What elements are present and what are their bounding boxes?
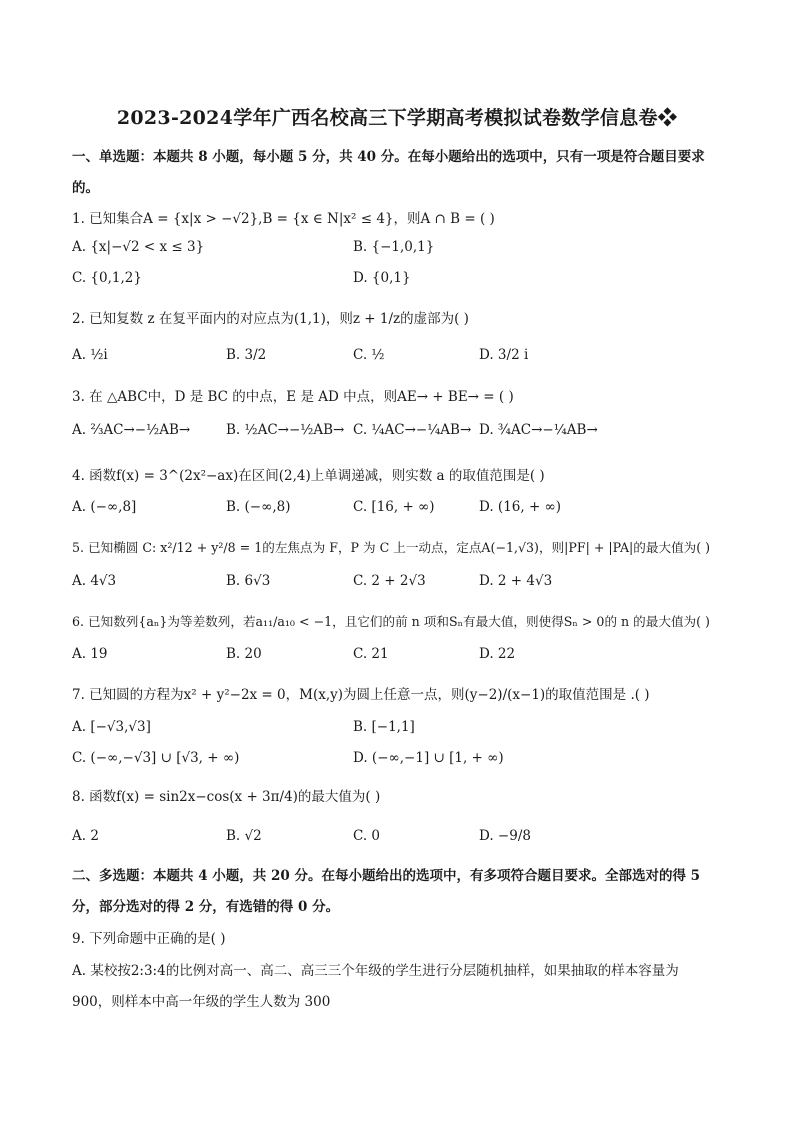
- question-5-option-d: D. 2 + 4√3: [479, 573, 553, 589]
- question-5-stem: 5. 已知椭圆 C: x²/12 + y²/8 = 1的左焦点为 F，P 为 C 上一动点，定点A(−1,√3)，则|PF| + |PA|的最大值为( ): [72, 540, 711, 555]
- question-4-option-b: B. (−∞,8): [226, 499, 291, 515]
- question-7-option-c: C. (−∞,−√3] ∪ [√3, + ∞): [72, 750, 240, 766]
- question-9-stem: 9. 下列命题中正确的是( ): [72, 931, 226, 947]
- question-7-option-d: D. (−∞,−1] ∪ [1, + ∞): [353, 750, 504, 766]
- question-6-stem: 6. 已知数列{aₙ}为等差数列，若a₁₁/a₁₀ < −1，且它们的前 n 项和Sₙ有最大值，则使得Sₙ > 0的 n 的最大值为( ): [72, 614, 710, 629]
- question-1-option-c: C. {0,1,2}: [72, 270, 142, 286]
- question-3-option-a: A. ⅔AC→−½AB→: [72, 422, 191, 438]
- question-6-option-c: C. 21: [353, 646, 389, 662]
- section1-instructions-line2: 的。: [72, 180, 99, 196]
- question-8-stem: 8. 函数f(x) = sin2x−cos(x + 3π/4)的最大值为( ): [72, 789, 381, 805]
- question-2-option-c: C. ½: [353, 347, 385, 363]
- question-2-option-a: A. ½i: [72, 347, 108, 363]
- question-3-option-b: B. ½AC→−½AB→: [226, 422, 345, 438]
- question-5-option-c: C. 2 + 2√3: [353, 573, 426, 589]
- question-8-option-c: C. 0: [353, 828, 381, 844]
- question-6-option-b: B. 20: [226, 646, 262, 662]
- question-7-stem: 7. 已知圆的方程为x² + y²−2x = 0，M(x,y)为圆上任意一点，则(y−2)/(x−1)的取值范围是 .( ): [72, 687, 650, 703]
- question-2-stem: 2. 已知复数 z 在复平面内的对应点为(1,1)，则z + 1/z的虚部为( ): [72, 311, 469, 327]
- question-1-stem: 1. 已知集合A = {x|x > −√2},B = {x ∈ N|x² ≤ 4}，则A ∩ B = ( ): [72, 211, 495, 227]
- question-3-stem: 3. 在 △ABC中，D 是 BC 的中点，E 是 AD 中点，则AE→ + BE→ = ( ): [72, 389, 514, 405]
- question-4-stem: 4. 函数f(x) = 3^(2x²−ax)在区间(2,4)上单调递减，则实数 a 的取值范围是( ): [72, 468, 545, 484]
- question-9-option-a-line1: A. 某校按2:3:4的比例对高一、高二、高三三个年级的学生进行分层随机抽样，如果抽取的样本容量为: [72, 963, 679, 979]
- question-7-option-a: A. [−√3,√3]: [72, 719, 151, 735]
- question-6-option-d: D. 22: [479, 646, 516, 662]
- question-4-option-a: A. (−∞,8]: [72, 499, 137, 515]
- question-4-option-d: D. (16, + ∞): [479, 499, 562, 515]
- page-title: 2023-2024学年广西名校高三下学期高考模拟试卷数学信息卷❖: [116, 107, 678, 129]
- question-3-option-c: C. ¼AC→−¼AB→: [353, 422, 472, 438]
- question-8-option-a: A. 2: [72, 828, 99, 844]
- question-4-option-c: C. [16, + ∞): [353, 499, 435, 515]
- section2-instructions-line2: 分，部分选对的得 2 分，有选错的得 0 分。: [72, 899, 340, 915]
- section1-instructions-line1: 一、单选题：本题共 8 小题，每小题 5 分，共 40 分。在每小题给出的选项中，只有一项是符合题目要求: [72, 149, 705, 165]
- question-3-option-d: D. ¾AC→−¼AB→: [479, 422, 598, 438]
- question-1-option-d: D. {0,1}: [353, 270, 411, 286]
- question-8-option-d: D. −9/8: [479, 828, 531, 844]
- question-6-option-a: A. 19: [72, 646, 108, 662]
- question-5-option-a: A. 4√3: [72, 573, 117, 589]
- question-7-option-b: B. [−1,1]: [353, 719, 415, 735]
- section2-instructions-line1: 二、多选题：本题共 4 小题，共 20 分。在每小题给出的选项中，有多项符合题目要求。全部选对的得 5: [72, 868, 701, 884]
- question-9-option-a-line2: 900，则样本中高一年级的学生人数为 300: [72, 994, 331, 1010]
- question-5-option-b: B. 6√3: [226, 573, 271, 589]
- question-2-option-b: B. 3/2: [226, 347, 267, 363]
- question-2-option-d: D. 3/2 i: [479, 347, 529, 363]
- question-1-option-a: A. {x|−√2 < x ≤ 3}: [72, 239, 205, 255]
- question-1-option-b: B. {−1,0,1}: [353, 239, 435, 255]
- question-8-option-b: B. √2: [226, 828, 262, 844]
